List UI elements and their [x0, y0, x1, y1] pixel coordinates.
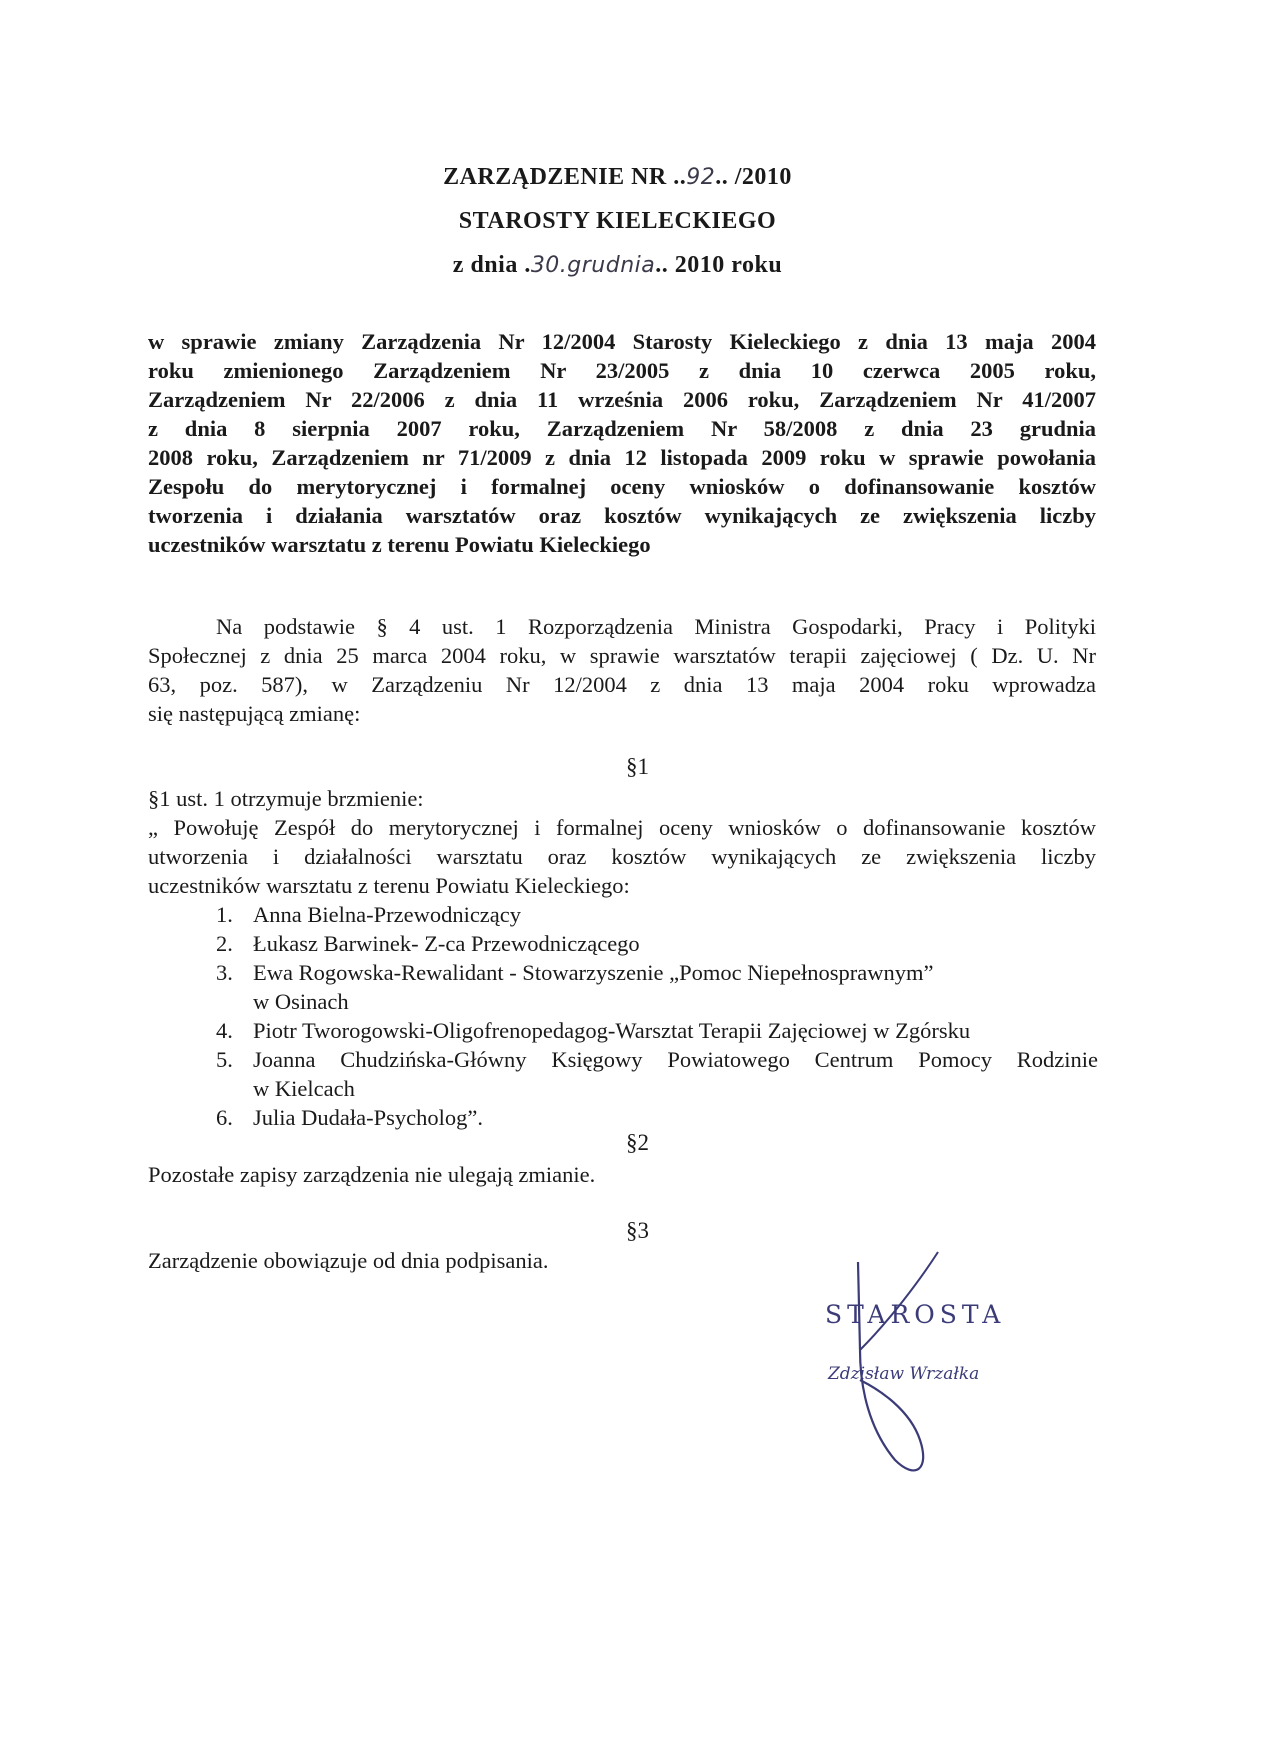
handwritten-number: 92 — [686, 165, 716, 190]
date-suffix: .. 2010 roku — [655, 252, 783, 278]
date-prefix: z dnia . — [452, 252, 531, 278]
section1-body — [148, 784, 1096, 900]
subject-line: uczestników warsztatu z terenu Powiatu Kieleckiego — [148, 532, 651, 557]
issuer-line: STAROSTY KIELECKIEGO — [458, 208, 777, 234]
subject-line: 2008 roku, Zarządzeniem nr 71/2009 z dnia 12 listopada 2009 roku w sprawie powołania — [148, 445, 1096, 470]
section2-text: Pozostałe zapisy zarządzenia nie ulegają zmianie. — [148, 1162, 596, 1187]
preamble-line: Na podstawie § 4 ust. 1 Rozporządzenia Ministra Gospodarki, Pracy i Polityki — [216, 614, 1096, 639]
list-item: 4. Piotr Tworogowski-Oligofrenopedagog-Warsztat Terapii Zajęciowej w Zgórsku — [216, 1018, 971, 1043]
date-line — [0, 252, 1235, 279]
subject-line: Zarządzeniem Nr 22/2006 z dnia 11 września 2006 roku, Zarządzeniem Nr 41/2007 — [148, 387, 1096, 412]
list-item: 1. Anna Bielna-Przewodniczący — [216, 902, 522, 927]
subject-line: w sprawie zmiany Zarządzenia Nr 12/2004 Starosty Kieleckiego z dnia 13 maja 2004 — [148, 329, 1096, 354]
preamble-line: 63, poz. 587), w Zarządzeniu Nr 12/2004 z dnia 13 maja 2004 roku wprowadza — [148, 672, 1096, 697]
section1-intro: §1 ust. 1 otrzymuje brzmienie: — [148, 786, 424, 811]
stamp-title: STAROSTA — [825, 1300, 1006, 1329]
title-prefix: ZARZĄDZENIE NR .. — [443, 164, 687, 190]
preamble-block — [148, 612, 1096, 728]
handwritten-date: 30.grudnia — [530, 253, 656, 278]
section1-text-line: uczestników warsztatu z terenu Powiatu Kieleckiego: — [148, 873, 630, 898]
preamble-line: się następującą zmianę: — [148, 701, 361, 726]
list-item: 3. Ewa Rogowska-Rewalidant - Stowarzyszenie „Pomoc Niepełnosprawnym” w Osinach — [216, 960, 934, 1014]
members-list — [148, 900, 1098, 1132]
document-title — [0, 164, 1235, 191]
subject-line: tworzenia i działania warsztatów oraz kosztów wynikających ze zwiększenia liczby — [148, 503, 1096, 528]
section2-heading: §2 — [626, 1130, 649, 1155]
section3-text: Zarządzenie obowiązuje od dnia podpisania. — [148, 1248, 549, 1273]
section1-heading: §1 — [626, 754, 649, 779]
section2-body — [148, 1160, 1096, 1189]
section3-heading: §3 — [626, 1218, 649, 1243]
signature-icon — [820, 1240, 1080, 1500]
subject-line: Zespołu do merytorycznej i formalnej oceny wniosków o dofinansowanie kosztów — [148, 474, 1096, 499]
section1-text-line: „ Powołuję Zespół do merytorycznej i formalnej oceny wniosków o dofinansowanie kosztów — [148, 815, 1096, 840]
stamp-name: Zdzisław Wrzałka — [828, 1364, 980, 1384]
section1-text-line: utworzenia i działalności warsztatu oraz kosztów wynikających ze zwiększenia liczby — [148, 844, 1096, 869]
list-item: 5. Joanna Chudzińska-Główny Księgowy Powiatowego Centrum Pomocy Rodzinie w Kielcach — [216, 1047, 1098, 1101]
list-item: 6. Julia Dudała-Psycholog”. — [216, 1105, 483, 1130]
subject-line: roku zmienionego Zarządzeniem Nr 23/2005 z dnia 10 czerwca 2005 roku, — [148, 358, 1096, 383]
subject-line: z dnia 8 sierpnia 2007 roku, Zarządzeniem Nr 58/2008 z dnia 23 grudnia — [148, 416, 1096, 441]
preamble-line: Społecznej z dnia 25 marca 2004 roku, w sprawie warsztatów terapii zajęciowej ( Dz. U. Nr — [148, 643, 1096, 668]
subject-block — [148, 327, 1096, 559]
title-suffix: .. /2010 — [715, 164, 792, 190]
list-item: 2. Łukasz Barwinek- Z-ca Przewodniczącego — [216, 931, 640, 956]
